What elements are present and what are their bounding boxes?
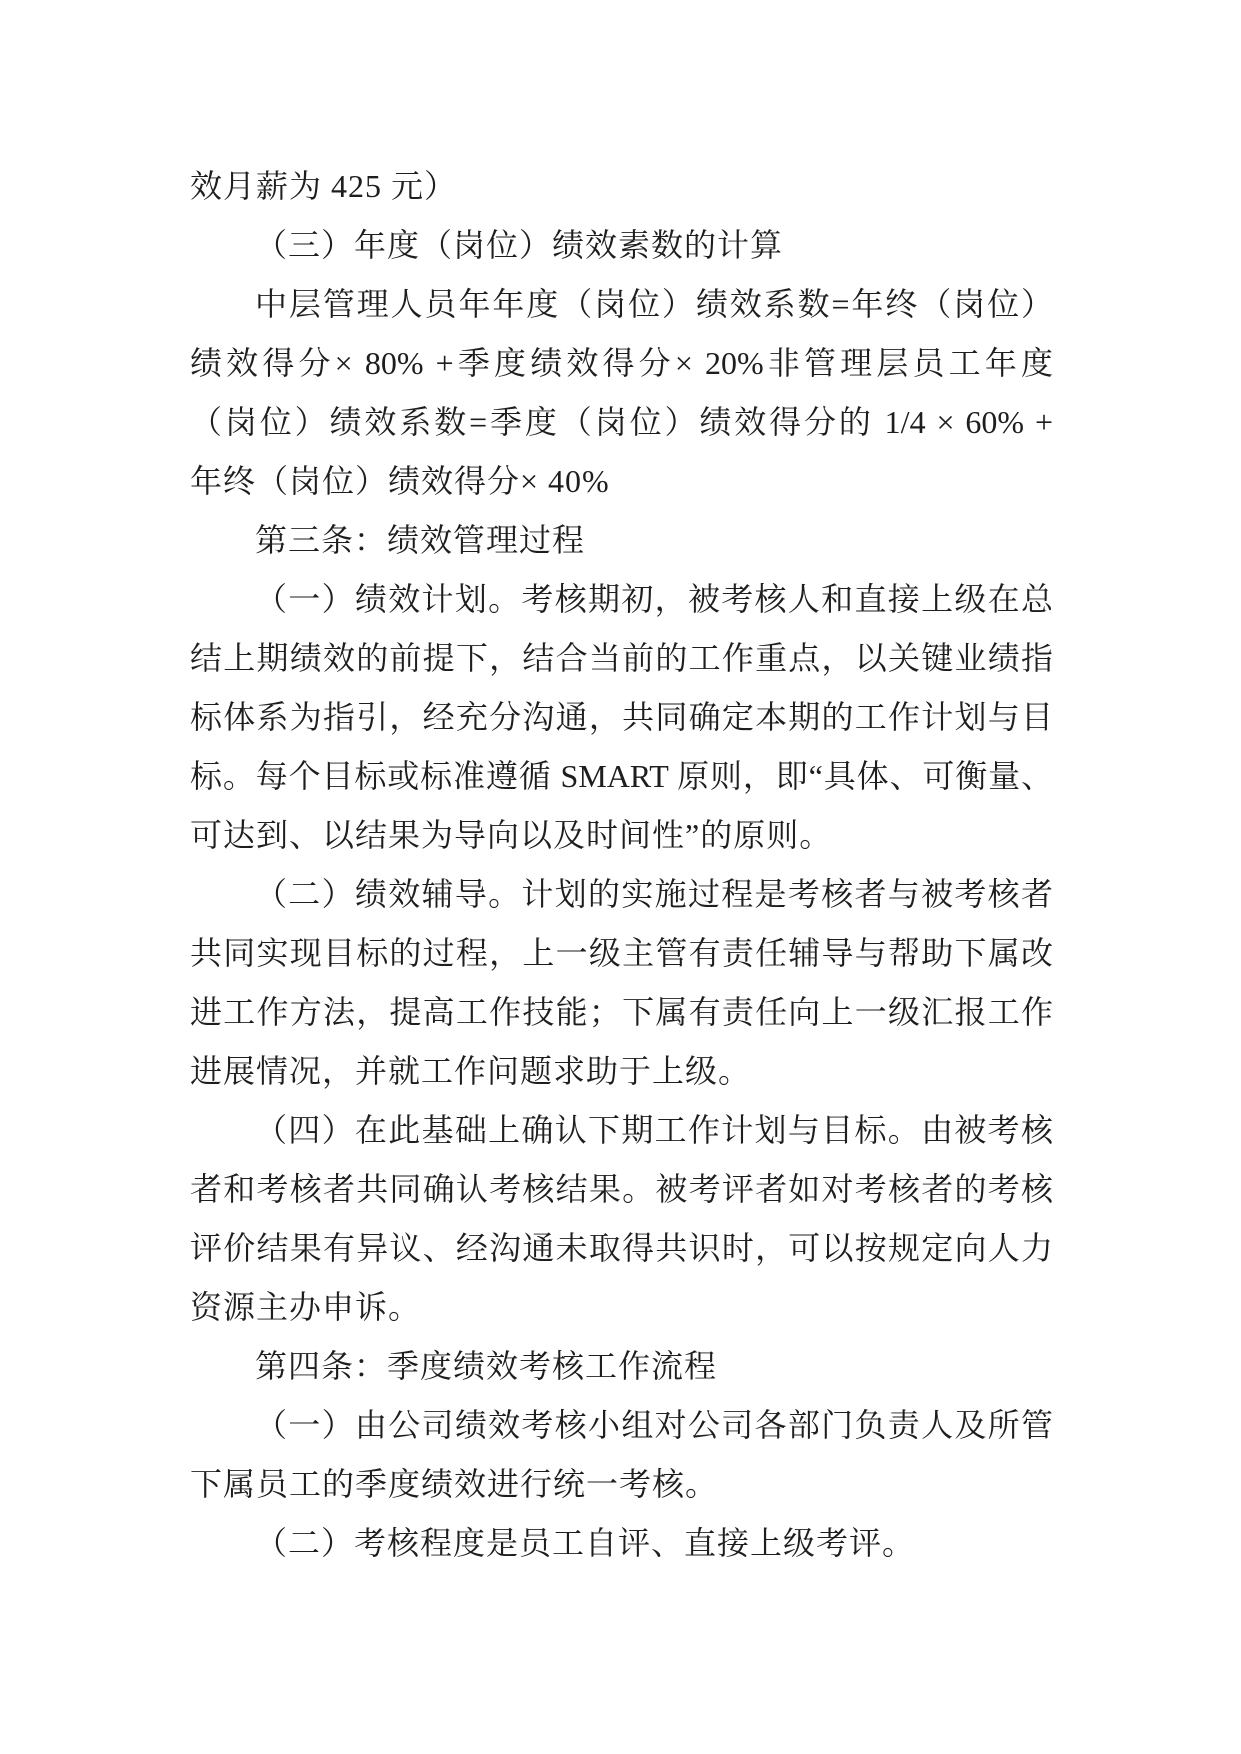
document-body (0, 157, 1241, 1573)
paragraph-line: 中层管理人员年年度（岗位）绩效系数=年终（岗位） (255, 286, 1053, 322)
paragraph (0, 865, 1241, 1101)
paragraph-line: （岗位）绩效系数=季度（岗位）绩效得分的 1/4 × 60% + (190, 404, 1053, 440)
paragraph (0, 1514, 1241, 1573)
paragraph (0, 1396, 1241, 1514)
paragraph-line: 共同实现目标的过程，上一级主管有责任辅导与帮助下属改 (190, 935, 1053, 971)
paragraph-line: （二）绩效辅导。计划的实施过程是考核者与被考核者 (255, 876, 1053, 912)
paragraph (0, 570, 1241, 865)
paragraph-line: 评价结果有异议、经沟通未取得共识时，可以按规定向人力 (190, 1230, 1053, 1266)
paragraph-line: 可达到、以结果为导向以及时间性”的原则。 (190, 817, 833, 853)
paragraph-line: 者和考核者共同确认考核结果。被考评者如对考核者的考核 (190, 1171, 1053, 1207)
paragraph-line: （一）由公司绩效考核小组对公司各部门负责人及所管 (255, 1407, 1053, 1443)
paragraph-line: 资源主办申诉。 (190, 1289, 422, 1325)
section-heading (0, 511, 1241, 570)
paragraph-line: 进展情况，并就工作问题求助于上级。 (190, 1053, 752, 1089)
section-heading (0, 1337, 1241, 1396)
paragraph-line: 标体系为指引，经充分沟通，共同确定本期的工作计划与目 (190, 699, 1053, 735)
paragraph-line: 进工作方法，提高工作技能；下属有责任向上一级汇报工作 (190, 994, 1053, 1030)
paragraph-line: （一）绩效计划。考核期初，被考核人和直接上级在总 (255, 581, 1053, 617)
sub-heading-text: （三）年度（岗位）绩效素数的计算 (255, 227, 784, 263)
paragraph-line: （四）在此基础上确认下期工作计划与目标。由被考核 (255, 1112, 1053, 1148)
paragraph-line: 绩效得分× 80% +季度绩效得分× 20%非管理层员工年度 (190, 345, 1053, 381)
paragraph-line: 结上期绩效的前提下，结合当前的工作重点，以关键业绩指 (190, 640, 1053, 676)
paragraph (0, 275, 1241, 511)
paragraph-line: 下属员工的季度绩效进行统一考核。 (190, 1466, 719, 1502)
paragraph-line: （二）考核程度是员工自评、直接上级考评。 (255, 1525, 916, 1561)
sub-heading (0, 216, 1241, 275)
paragraph-line: 年终（岗位）绩效得分× 40% (190, 463, 610, 499)
paragraph (0, 1101, 1241, 1337)
section-heading-text: 第三条：绩效管理过程 (255, 522, 586, 558)
paragraph-line: 效月薪为 425 元） (190, 168, 458, 204)
section-heading-text: 第四条：季度绩效考核工作流程 (255, 1348, 718, 1384)
paragraph-line: 标。每个目标或标准遵循 SMART 原则，即“具体、可衡量、 (190, 758, 1053, 794)
paragraph (0, 157, 1241, 216)
